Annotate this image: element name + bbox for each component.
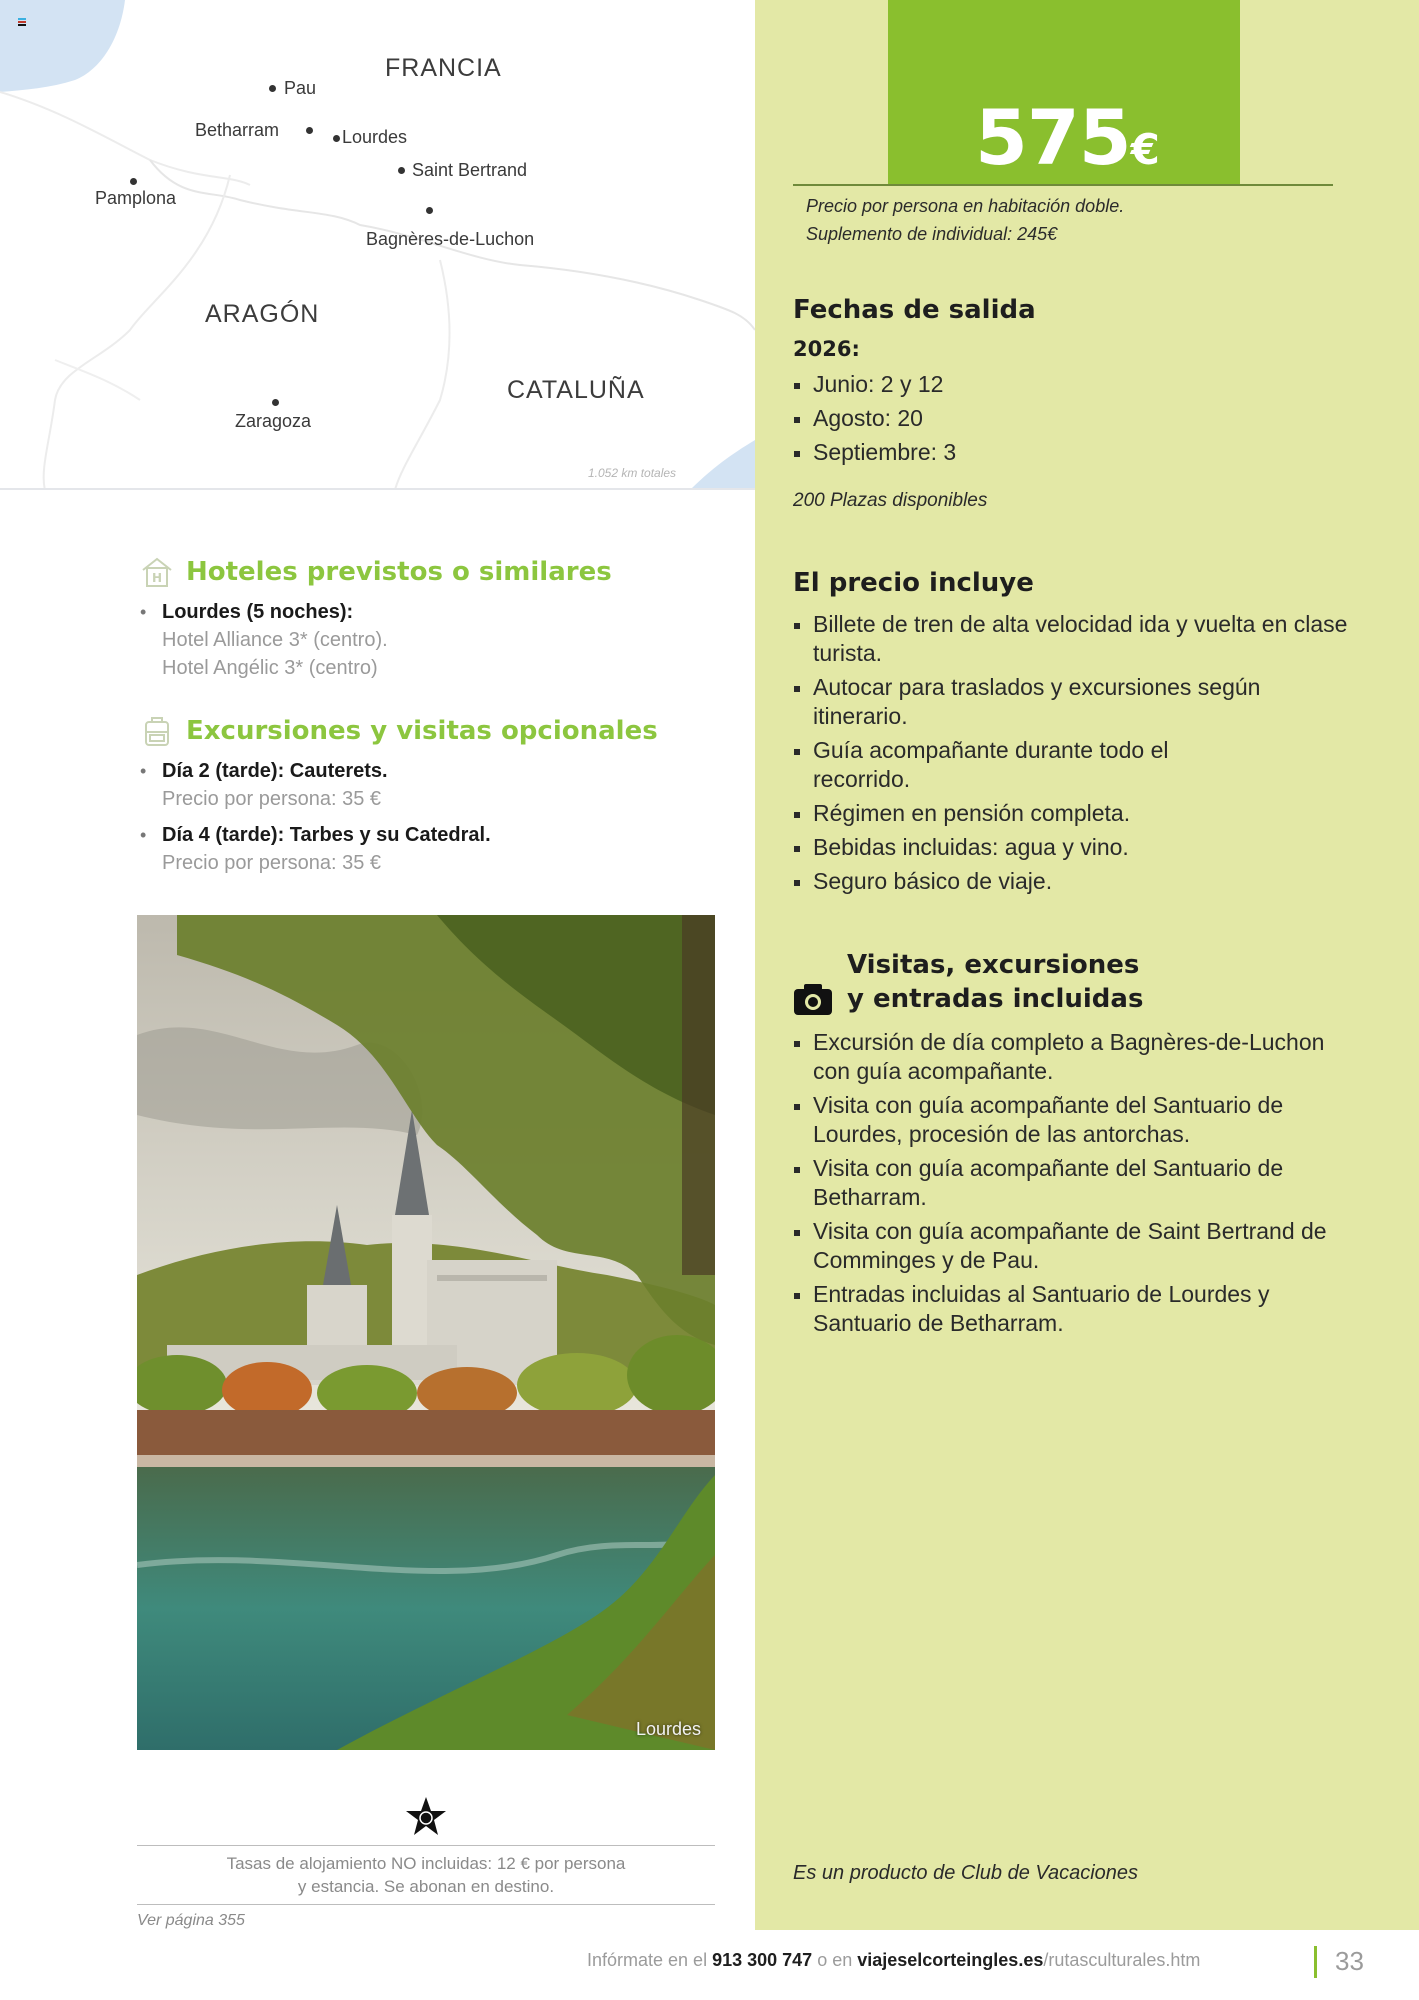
city-label-saint-bertrand: Saint Bertrand <box>412 160 528 180</box>
visits-item: Visita con guía acompañante del Santuario de Lourdes, procesión de las antorchas. <box>793 1091 1353 1149</box>
visits-item: Entradas incluidas al Santuario de Lourdes y Santuario de Betharram. <box>793 1280 1353 1338</box>
city-label-bagneres: Bagnères-de-Luchon <box>366 229 535 249</box>
optional-label: • Día 2 (tarde): Cauterets. <box>162 760 388 782</box>
price-divider <box>793 184 1333 186</box>
taxes-line2: y estancia. Se abonan en destino. <box>297 1877 555 1896</box>
visits-title <box>847 948 1143 1016</box>
city-dot-saint-bertrand <box>398 167 405 174</box>
visits-title-line1: Visitas, excursiones <box>847 950 1140 980</box>
includes-list <box>793 610 1353 901</box>
footer-divider <box>1314 1946 1317 1978</box>
departures-list <box>793 370 956 472</box>
city-dot-betharram <box>306 127 313 134</box>
lourdes-landscape-image <box>137 915 715 1750</box>
page-number: 33 <box>1335 1946 1364 1976</box>
city-label-lourdes: Lourdes <box>342 127 408 147</box>
optional-list <box>140 757 491 885</box>
city-dot-lourdes <box>333 135 340 142</box>
hotel-location: • Lourdes (5 noches): <box>162 601 354 623</box>
hotels-heading <box>140 555 612 589</box>
visits-item: Visita con guía acompañante del Santuario de Betharram. <box>793 1154 1353 1212</box>
price-value <box>975 93 1175 190</box>
price-amount: 575 <box>975 93 1131 182</box>
hotel-item <box>140 598 388 682</box>
club-vacaciones-note: Es un producto de Club de Vacaciones <box>793 1862 1139 1884</box>
includes-item: Seguro básico de viaje. <box>793 867 1353 896</box>
lourdes-photo <box>137 915 715 1750</box>
optional-item <box>140 757 491 813</box>
camera-icon <box>793 982 833 1016</box>
includes-title: El precio incluye <box>793 568 1034 598</box>
footer-domain-link[interactable]: viajeselcorteingles.es <box>857 1950 1044 1970</box>
visits-item: Visita con guía acompañante de Saint Bertrand de Comminges y de Pau. <box>793 1217 1353 1275</box>
taxes-notice <box>137 1845 715 1905</box>
footer-phone[interactable]: 913 300 747 <box>712 1950 813 1970</box>
see-page-link[interactable]: Ver página 355 <box>137 1912 245 1929</box>
star-emblem-icon <box>404 1795 448 1839</box>
optional-heading <box>140 714 658 748</box>
svg-text:H: H <box>151 571 163 585</box>
departure-date: Agosto: 20 <box>793 404 956 433</box>
luggage-icon <box>140 714 174 748</box>
price-currency: € <box>1130 125 1159 174</box>
price-note-single-supplement: Suplemento de individual: 245€ <box>806 224 1058 244</box>
city-label-pamplona: Pamplona <box>95 188 177 208</box>
city-label-zaragoza: Zaragoza <box>235 411 312 431</box>
flag-icon <box>18 18 26 28</box>
optional-item <box>140 821 491 877</box>
photo-caption: Lourdes <box>635 1719 701 1739</box>
includes-item: Régimen en pensión completa. <box>793 799 1353 828</box>
seats-available: 200 Plazas disponibles <box>793 490 988 511</box>
price-note-double: Precio por persona en habitación doble. <box>806 196 1125 216</box>
hotel-name: Hotel Angélic 3* (centro) <box>162 657 378 679</box>
city-dot-zaragoza <box>272 399 279 406</box>
includes-item: Autocar para traslados y excursiones según itinerario. <box>793 673 1353 731</box>
region-label-francia: FRANCIA <box>385 54 502 82</box>
region-label-cataluna: CATALUÑA <box>507 376 645 404</box>
taxes-line1: Tasas de alojamiento NO incluidas: 12 € por persona <box>226 1854 626 1873</box>
city-dot-bagneres <box>426 207 433 214</box>
includes-item: Bebidas incluidas: agua y vino. <box>793 833 1353 862</box>
hotel-name: Hotel Alliance 3* (centro). <box>162 629 388 651</box>
hotels-list <box>140 598 388 690</box>
region-label-aragon: ARAGÓN <box>205 300 320 328</box>
departure-date: Junio: 2 y 12 <box>793 370 956 399</box>
footer-path[interactable]: /rutasculturales.htm <box>1043 1950 1201 1970</box>
hotel-icon <box>140 555 174 589</box>
visits-heading <box>793 948 1143 1016</box>
hotels-title: Hoteles previstos o similares <box>186 557 612 587</box>
optional-price: Precio por persona: 35 € <box>162 788 382 810</box>
route-map <box>0 0 755 490</box>
departures-title: Fechas de salida <box>793 295 1036 325</box>
city-dot-pau <box>269 85 276 92</box>
footer-prefix: Infórmate en el <box>587 1950 713 1970</box>
visits-title-line2: y entradas incluidas <box>847 984 1144 1014</box>
optional-price: Precio por persona: 35 € <box>162 852 382 874</box>
includes-item: Billete de tren de alta velocidad ida y vuelta en clase turista. <box>793 610 1353 668</box>
visits-item: Excursión de día completo a Bagnères-de-Luchon con guía acompañante. <box>793 1028 1353 1086</box>
optional-title: Excursiones y visitas opcionales <box>186 716 658 746</box>
price-note <box>806 192 1124 248</box>
city-label-pau: Pau <box>284 78 317 98</box>
city-dot-pamplona <box>130 178 137 185</box>
optional-label: • Día 4 (tarde): Tarbes y su Catedral. <box>162 824 491 846</box>
departures-year: 2026: <box>793 337 860 361</box>
departure-date: Septiembre: 3 <box>793 438 956 467</box>
city-label-betharram: Betharram <box>195 120 280 140</box>
includes-item: Guía acompañante durante todo el recorrido. <box>793 736 1353 794</box>
footer-contact <box>587 1950 1200 1971</box>
footer-middle: o en <box>812 1950 858 1970</box>
visits-list <box>793 1028 1353 1343</box>
map-scale-label: 1.052 km totales <box>588 466 677 480</box>
